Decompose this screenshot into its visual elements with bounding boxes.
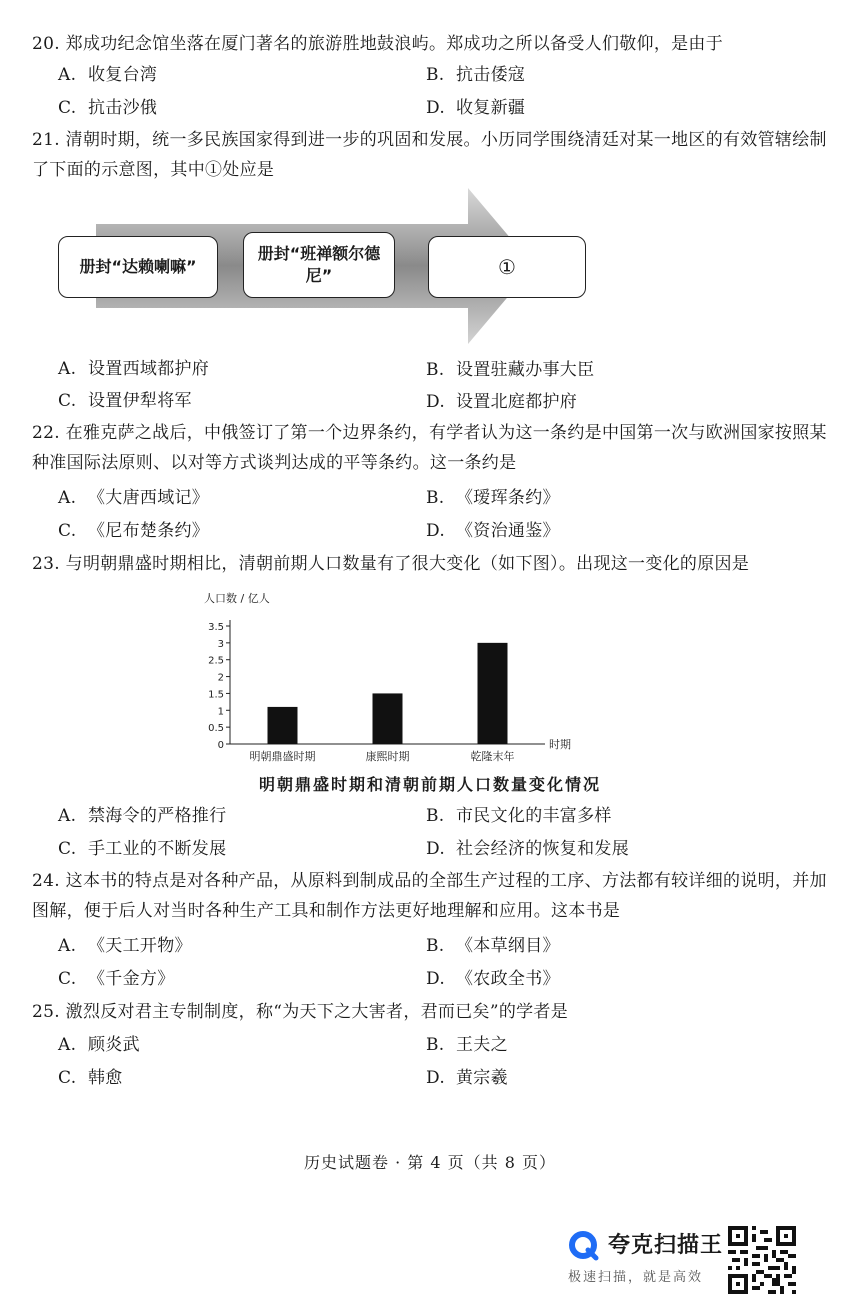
q23-option-d: D. 社会经济的恢复和发展 (426, 839, 629, 859)
chart-y-tick-label: 2.5 (208, 655, 224, 667)
question-25-stem: 25. 激烈反对君主专制制度，称“为天下之大害者，君而已矣”的学者是 (32, 1002, 569, 1022)
q25-option-b: B. 王夫之 (426, 1035, 508, 1055)
watermark-slogan: 极速扫描，就是高效 (568, 1270, 704, 1285)
flow-diagram (56, 186, 596, 346)
q22-option-d: D. 《资治通鉴》 (426, 521, 560, 541)
q24-option-b: B. 《本草纲目》 (426, 936, 560, 956)
quark-logo-icon (568, 1230, 600, 1262)
question-20-stem: 20. 郑成功纪念馆坐落在厦门著名的旅游胜地鼓浪屿。郑成功之所以备受人们敬仰，是由于 (32, 34, 724, 54)
chart-y-tick-label: 1.5 (208, 689, 224, 701)
q22-option-b: B. 《瑷珲条约》 (426, 488, 560, 508)
chart-y-tick-label: 0 (217, 740, 224, 751)
q23-option-b: B. 市民文化的丰富多样 (426, 806, 612, 826)
scanner-watermark (568, 1226, 808, 1296)
chart-y-tick-label: 0.5 (208, 723, 224, 735)
q21-option-a: A. 设置西域都护府 (58, 359, 210, 379)
qr-code-icon (728, 1226, 796, 1294)
q22-option-c: C. 《尼布楚条约》 (58, 521, 210, 541)
chart-bar (268, 707, 298, 744)
diagram-box-3: ① (428, 236, 586, 298)
q23-option-c: C. 手工业的不断发展 (58, 839, 227, 859)
page-footer: 历史试题卷 · 第 4 页（共 8 页） (304, 1153, 556, 1172)
chart-y-tick-label: 1 (217, 706, 224, 718)
chart-bar (373, 693, 403, 744)
q24-option-c: C. 《千金方》 (58, 969, 175, 989)
chart-y-tick-label: 2 (217, 672, 224, 684)
chart-y-axis-label: 人口数 / 亿人 (204, 592, 270, 605)
chart-y-tick-label: 3 (217, 638, 224, 650)
question-22-stem: 22. 在雅克萨之战后，中俄签订了第一个边界条约，有学者认为这一条约是中国第一次与欧洲国家按照某种准国际法原则、以对等方式谈判达成的平等条约。这一条约是 (32, 423, 827, 473)
q23-option-a: A. 禁海令的严格推行 (58, 806, 227, 826)
q22-option-a: A. 《大唐西域记》 (58, 488, 210, 508)
diagram-box-2: 册封“班禅额尔德尼” (243, 232, 395, 298)
q21-option-d: D. 设置北庭都护府 (426, 392, 578, 412)
q25-option-d: D. 黄宗羲 (426, 1068, 508, 1088)
question-21-stem: 21. 清朝时期，统一多民族国家得到进一步的巩固和发展。小历同学围绕清廷对某一地区的有效管辖绘制了下面的示意图，其中①处应是 (32, 130, 827, 180)
q20-option-d: D. 收复新疆 (426, 98, 526, 118)
question-23-stem: 23. 与明朝鼎盛时期相比，清朝前期人口数量有了很大变化（如下图）。出现这一变化的原因是 (32, 554, 750, 574)
population-bar-chart (190, 586, 610, 796)
q20-option-b: B. 抗击倭寇 (426, 65, 526, 85)
q21-option-b: B. 设置驻藏办事大臣 (426, 360, 595, 380)
chart-x-tick-label: 明朝鼎盛时期 (249, 750, 316, 763)
chart-x-tick-label: 乾隆末年 (470, 750, 515, 763)
q21-option-c: C. 设置伊犁将军 (58, 391, 192, 411)
q25-option-c: C. 韩愈 (58, 1068, 123, 1088)
q24-option-d: D. 《农政全书》 (426, 969, 560, 989)
watermark-brand: 夸克扫描王 (608, 1233, 724, 1258)
chart-x-tick-label: 康熙时期 (365, 750, 410, 763)
question-24-stem: 24. 这本书的特点是对各种产品，从原料到制成品的全部生产过程的工序、方法都有较详细的说明，并加图解，便于后人对当时各种生产工具和制作方法更好地理解和应用。这本书是 (32, 871, 827, 921)
diagram-box-1: 册封“达赖喇嘛” (58, 236, 218, 298)
q20-option-c: C. 抗击沙俄 (58, 98, 158, 118)
q24-option-a: A. 《天工开物》 (58, 936, 192, 956)
chart-bar (478, 643, 508, 744)
chart-x-axis-label: 时期 (549, 738, 571, 751)
chart-title: 明朝鼎盛时期和清朝前期人口数量变化情况 (258, 775, 601, 794)
q20-option-a: A. 收复台湾 (58, 65, 158, 85)
q25-option-a: A. 顾炎武 (58, 1035, 140, 1055)
chart-y-tick-label: 3.5 (208, 622, 224, 633)
